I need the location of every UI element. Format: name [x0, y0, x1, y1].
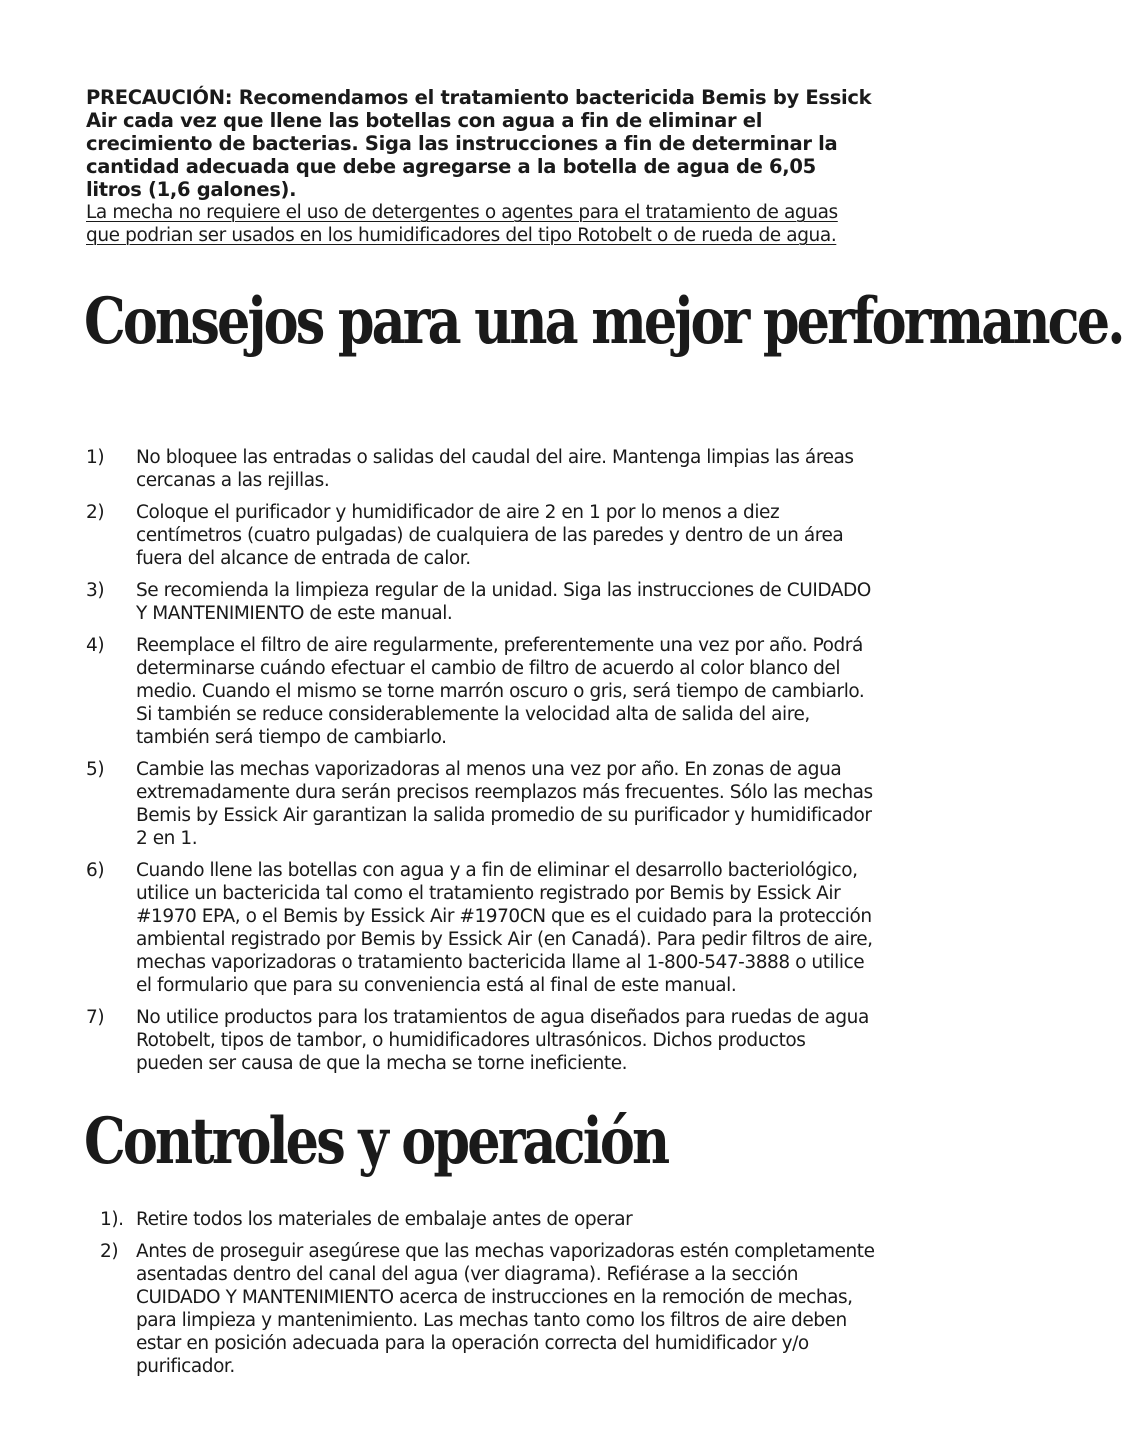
item-text: Retire todos los materiales de embalaje antes de operar	[136, 1209, 633, 1230]
list-item	[86, 446, 876, 492]
controls-list	[100, 1208, 876, 1387]
list-item	[86, 634, 876, 749]
item-text: Reemplace el filtro de aire regularmente, preferentemente una vez por año. Podrá determinarse cuándo efectuar el cambio de filtro de acuerdo al color blanco del medio. Cuando el mismo se torne marrón oscuro o gris, será tiempo de cambiarlo. Si también se reduce considerablemente la velocidad alta de salida del aire, también será tiempo de cambiarlo.	[136, 635, 865, 748]
item-text: Coloque el purificador y humidificador de aire 2 en 1 por lo menos a diez centímetros (cuatro pulgadas) de cualquiera de las paredes y dentro de un área fuera del alcance de entrada de calor.	[136, 502, 844, 569]
item-text: Cuando llene las botellas con agua y a fin de eliminar el desarrollo bacteriológico, utilice un bactericida tal como el tratamiento registrado por Bemis by Essick Air #1970 EPA, o el Bemis by Essick Air #1970CN que es el cuidado para la protección ambiental registrado por Bemis by Essick Air (en Canadá). Para pedir filtros de aire, mechas vaporizadoras o tratamiento bactericida llame al 1-800-547-3888 o utilice el formulario que para su conveniencia está al final de este manual.	[136, 860, 873, 996]
item-number: 7)	[86, 1007, 105, 1028]
list-item	[86, 501, 876, 570]
item-number: 1).	[100, 1209, 124, 1230]
tips-list	[86, 446, 876, 1084]
item-text: Cambie las mechas vaporizadoras al menos una vez por año. En zonas de agua extremadamente dura serán precisos reemplazos más frecuentes. Sólo las mechas Bemis by Essick Air garantizan la salida promedio de su purificador y humidificador 2 en 1.	[136, 759, 873, 849]
list-item	[100, 1240, 876, 1378]
item-number: 2)	[100, 1241, 119, 1262]
wick-note-paragraph: La mecha no requiere el uso de detergentes o agentes para el tratamiento de aguas que podrian ser usados en los humidificadores del tipo Rotobelt o de rueda de agua.	[86, 202, 838, 246]
item-text: Se recomienda la limpieza regular de la unidad. Siga las instrucciones de CUIDADO Y MANTENIMIENTO de este manual.	[136, 580, 871, 624]
caution-paragraph: PRECAUCIÓN: Recomendamos el tratamiento bactericida Bemis by Essick Air cada vez que llene las botellas con agua a fin de eliminar el crecimiento de bacterias. Siga las instrucciones a fin de determinar la cantidad adecuada que debe agregarse a la botella de agua de 6,05 litros (1,6 galones).	[86, 86, 872, 201]
item-text: Antes de proseguir asegúrese que las mechas vaporizadoras estén completamente asentadas dentro del canal del agua (ver diagrama). Refiérase a la sección CUIDADO Y MANTENIMIENTO acerca de instrucciones en la remoción de mechas, para limpieza y mantenimiento. Las mechas tanto como los filtros de aire deben estar en posición adecuada para la operación correcta del humidificador y/o purificador.	[136, 1241, 875, 1377]
list-item	[86, 579, 876, 625]
list-item	[86, 758, 876, 850]
item-number: 3)	[86, 580, 105, 601]
controls-heading: Controles y operación	[84, 1104, 668, 1179]
list-item	[100, 1208, 876, 1231]
item-number: 4)	[86, 635, 105, 656]
tips-heading: Consejos para una mejor performance.	[84, 284, 1123, 359]
item-number: 1)	[86, 447, 105, 468]
item-number: 5)	[86, 759, 105, 780]
item-number: 6)	[86, 860, 105, 881]
list-item	[86, 859, 876, 997]
item-number: 2)	[86, 502, 105, 523]
item-text: No bloquee las entradas o salidas del caudal del aire. Mantenga limpias las áreas cercanas a las rejillas.	[136, 447, 854, 491]
item-text: No utilice productos para los tratamientos de agua diseñados para ruedas de agua Rotobelt, tipos de tambor, o humidificadores ultrasónicos. Dichos productos pueden ser causa de que la mecha se torne ineficiente.	[136, 1007, 869, 1074]
list-item	[86, 1006, 876, 1075]
